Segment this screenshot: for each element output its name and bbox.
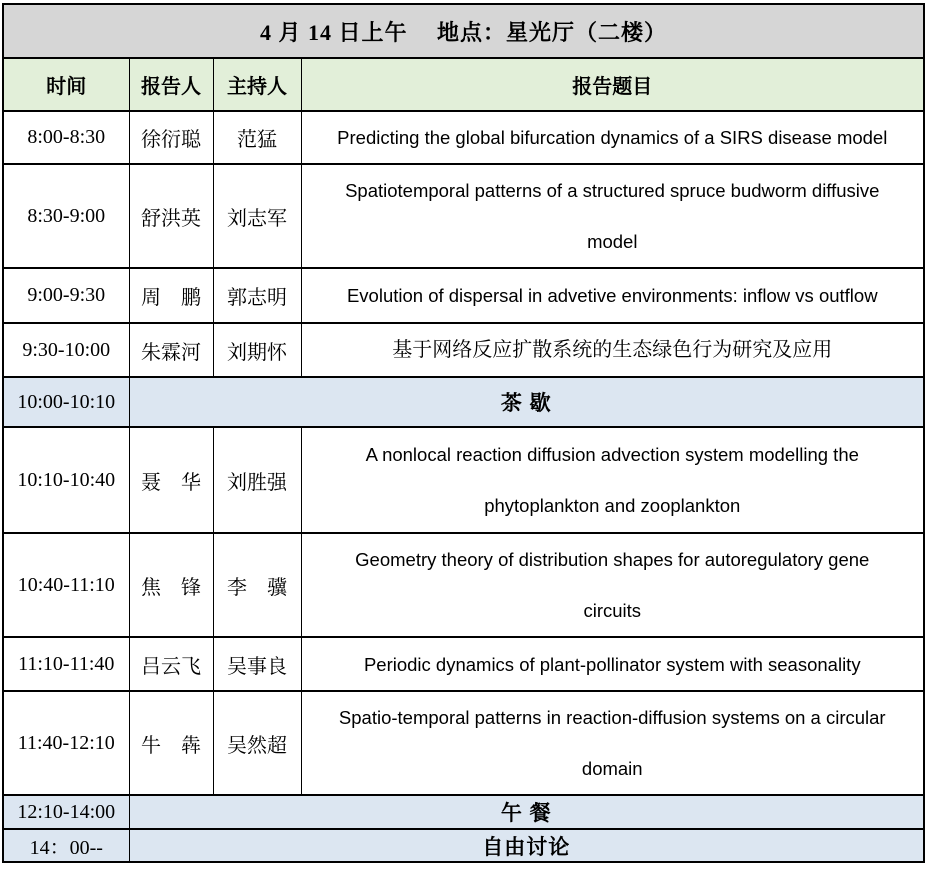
break-label: 茶 歇 [500,392,552,415]
table-row [3,533,924,637]
talk-title-cell [301,427,924,533]
talk-title-line: model [587,231,638,252]
speaker-cell: 徐衍聪 [129,111,213,164]
talk-title-line: Geometry theory of distribution shapes for autoregulatory gene [355,549,870,570]
time-cell: 11:40-12:10 [3,691,129,795]
table-row [3,637,924,691]
chair-cell: 刘志军 [213,164,301,268]
time-cell: 14：00-- [3,829,129,862]
talk-title-line: Spatio-temporal patterns in reaction-diffusion systems on a circular [338,707,886,728]
chair-cell: 范猛 [213,111,301,164]
speaker-cell: 舒洪英 [129,164,213,268]
table-row [3,691,924,795]
col-header-time: 时间 [3,58,129,111]
talk-title-line: Periodic dynamics of plant-pollinator system with seasonality [363,653,861,675]
chair-cell: 郭志明 [213,268,301,323]
time-cell: 9:30-10:00 [3,323,129,377]
table-row [3,427,924,533]
speaker-cell: 聂 华 [129,427,213,533]
time-cell: 8:00-8:30 [3,111,129,164]
break-row [3,795,924,829]
schedule-table [2,3,925,863]
col-header-talk: 报告题目 [301,58,924,111]
chair-cell: 吴然超 [213,691,301,795]
talk-title-cell [301,164,924,268]
chair-cell: 刘期怀 [213,323,301,377]
talk-title-line: Spatiotemporal patterns of a structured spruce budworm diffusive [345,180,880,201]
time-cell: 10:00-10:10 [3,377,129,427]
talk-title-line: phytoplankton and zooplankton [484,495,741,516]
speaker-cell: 周 鹏 [129,268,213,323]
speaker-cell: 焦 锋 [129,533,213,637]
table-title: 4 月 14 日上午 地点：星光厅（二楼） [3,4,924,58]
talk-title-line: 基于网络反应扩散系统的生态绿色行为研究及应用 [392,338,833,361]
col-header-chair: 主持人 [213,58,301,111]
chair-cell: 刘胜强 [213,427,301,533]
talk-title-cell [301,637,924,691]
table-row [3,268,924,323]
talk-title-cell [301,268,924,323]
talk-title-cell [301,323,924,377]
time-cell: 11:10-11:40 [3,637,129,691]
speaker-cell: 吕云飞 [129,637,213,691]
talk-title-line: domain [581,758,643,779]
talk-title-line: circuits [583,600,642,621]
table-row [3,111,924,164]
speaker-cell: 牛 犇 [129,691,213,795]
talk-title-line: A nonlocal reaction diffusion advection system modelling the [365,444,859,465]
speaker-cell: 朱霖河 [129,323,213,377]
break-row [3,829,924,862]
break-cell [129,377,924,427]
break-label: 自由讨论 [482,835,571,859]
time-cell: 10:40-11:10 [3,533,129,637]
talk-title-cell [301,111,924,164]
talk-title-line: Evolution of dispersal in advetive environments: inflow vs outflow [346,285,878,306]
break-cell [129,829,924,862]
time-cell: 12:10-14:00 [3,795,129,829]
table-row [3,164,924,268]
break-label: 午 餐 [500,802,552,825]
time-cell: 9:00-9:30 [3,268,129,323]
talk-title-cell [301,691,924,795]
talk-title-cell [301,533,924,637]
talk-title-line: Predicting the global bifurcation dynamics of a SIRS disease model [337,127,888,148]
chair-cell: 吴事良 [213,637,301,691]
table-row [3,323,924,377]
chair-cell: 李 骥 [213,533,301,637]
break-cell [129,795,924,829]
col-header-speaker: 报告人 [129,58,213,111]
break-row [3,377,924,427]
time-cell: 8:30-9:00 [3,164,129,268]
time-cell: 10:10-10:40 [3,427,129,533]
